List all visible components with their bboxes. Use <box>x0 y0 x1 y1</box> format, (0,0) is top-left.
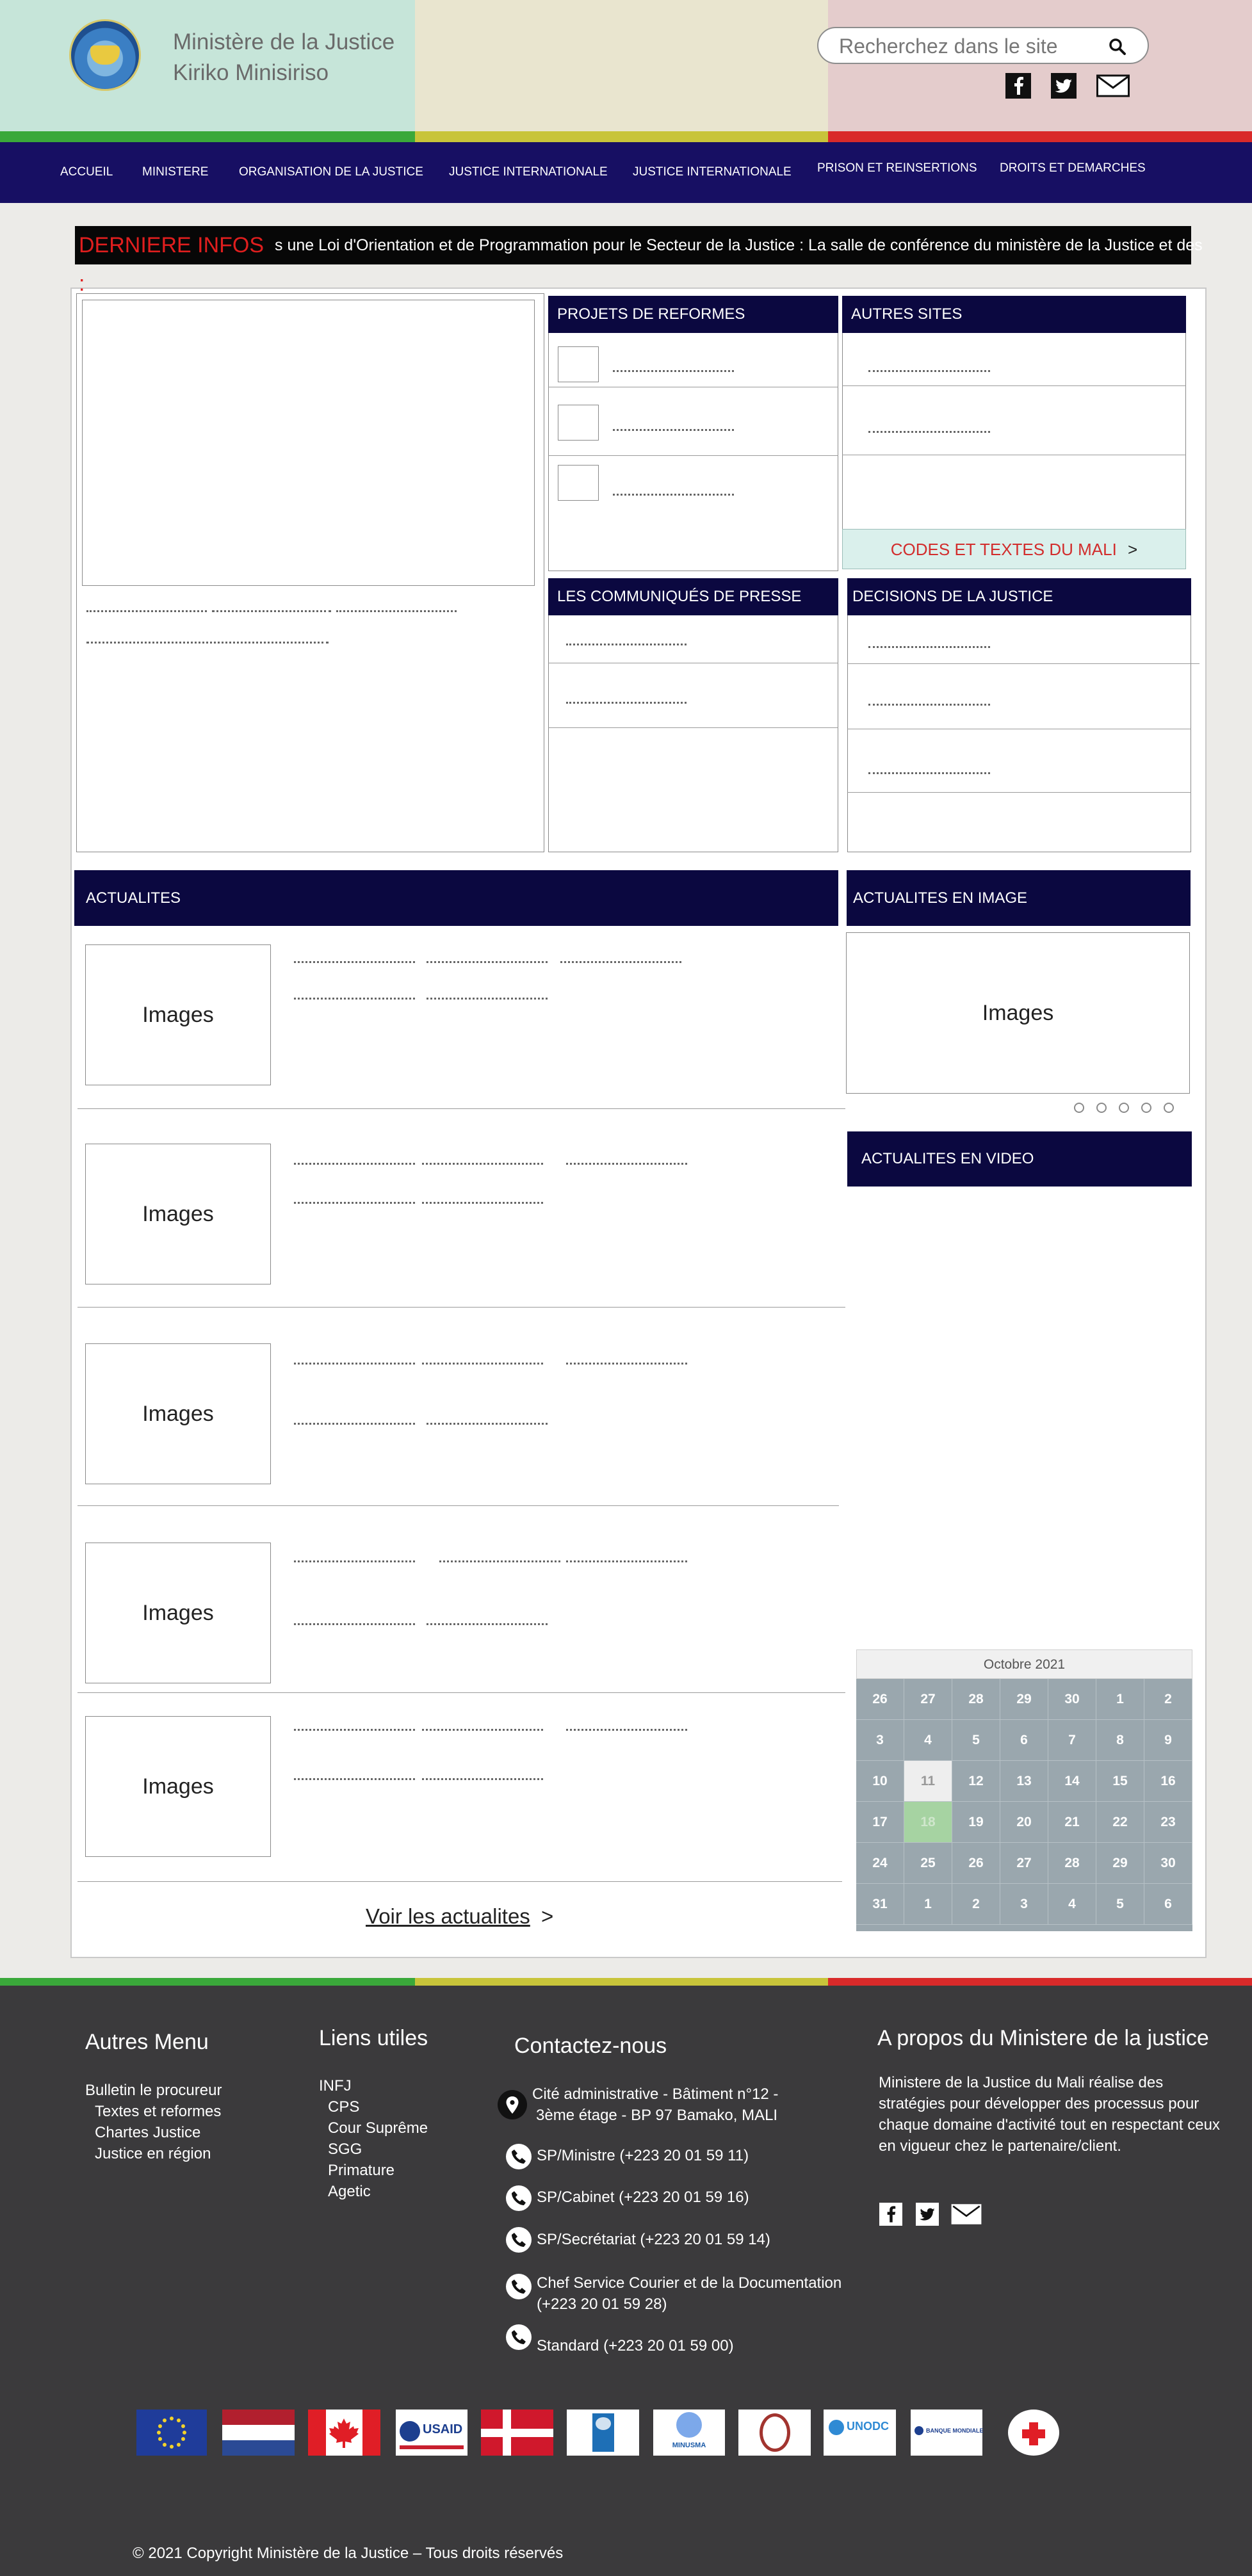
calendar-day[interactable]: 18 <box>904 1802 952 1843</box>
calendar-day[interactable]: 14 <box>1048 1761 1096 1802</box>
news-text-placeholder[interactable] <box>566 1729 687 1731</box>
calendar-day[interactable]: 29 <box>1096 1843 1144 1884</box>
news-text-placeholder[interactable] <box>560 961 681 963</box>
canada-flag[interactable] <box>308 2410 380 2456</box>
location-pin-icon <box>498 2089 527 2122</box>
communique-link-placeholder[interactable] <box>566 702 687 704</box>
featured-text-placeholder <box>212 610 331 612</box>
divider <box>548 455 838 456</box>
footer-address-line1: Cité administrative - Bâtiment n°12 - <box>532 2086 779 2103</box>
phone-icon <box>506 2227 532 2253</box>
news-text-placeholder[interactable] <box>294 1729 415 1731</box>
calendar-day[interactable]: 27 <box>1000 1843 1048 1884</box>
communique-link-placeholder[interactable] <box>566 644 687 645</box>
footer-lien[interactable]: SGG <box>328 2141 362 2158</box>
calendar-day[interactable]: 3 <box>1000 1884 1048 1925</box>
news-text-placeholder[interactable] <box>427 961 548 963</box>
footer-stripe-yellow <box>415 1978 828 1986</box>
carousel-dot[interactable] <box>1164 1103 1174 1113</box>
banque-mondiale-text: BANQUE MONDIALE <box>926 2427 984 2434</box>
divider <box>847 792 1191 793</box>
banque-mondiale-logo[interactable] <box>911 2410 982 2456</box>
footer-phone[interactable]: SP/Secrétariat (+223 20 01 59 14) <box>537 2231 770 2248</box>
news-text-placeholder[interactable] <box>294 998 415 1000</box>
facebook-icon[interactable] <box>879 2203 902 2226</box>
twitter-icon[interactable] <box>1051 73 1077 99</box>
main-nav <box>0 142 1252 203</box>
divider <box>842 385 1186 386</box>
flag-stripe-red <box>828 131 1252 142</box>
footer-lien[interactable]: CPS <box>328 2098 360 2116</box>
netherlands-flag[interactable] <box>222 2410 295 2456</box>
phone-icon <box>506 2185 532 2211</box>
twitter-icon[interactable] <box>915 2203 940 2226</box>
codes-textes-label: CODES ET TEXTES DU MALI <box>890 540 1117 559</box>
divider <box>77 1881 842 1882</box>
news-image[interactable] <box>85 1343 271 1484</box>
calendar-day[interactable]: 6 <box>1144 1884 1192 1925</box>
unodc-logo[interactable] <box>824 2410 896 2456</box>
voir-actualites-link[interactable] <box>366 1904 553 1929</box>
footer-address-line2: 3ème étage - BP 97 Bamako, MALI <box>536 2107 778 2124</box>
calendar-day[interactable]: 3 <box>856 1720 904 1761</box>
nav-item-justice-internationale-2[interactable]: JUSTICE INTERNATIONALE <box>633 165 792 179</box>
news-text-placeholder[interactable] <box>422 1778 543 1780</box>
phone-icon <box>506 2144 532 2169</box>
footer-phone[interactable]: SP/Ministre (+223 20 01 59 11) <box>537 2147 749 2164</box>
calendar-day[interactable]: 1 <box>1096 1679 1144 1720</box>
site-title-line1: Ministère de la Justice <box>173 29 395 54</box>
news-text-placeholder[interactable] <box>422 1729 543 1731</box>
denmark-flag[interactable] <box>481 2410 553 2456</box>
footer-lien[interactable]: Agetic <box>328 2183 371 2200</box>
footer-stripe-red <box>828 1978 1252 1986</box>
search-box <box>817 27 1149 64</box>
footer-contact-title: Contactez-nous <box>514 2034 667 2058</box>
footer-phone[interactable]: SP/Cabinet (+223 20 01 59 16) <box>537 2189 749 2206</box>
footer-menu-link[interactable]: Textes et reformes <box>95 2103 222 2120</box>
calendar-day[interactable]: 11 <box>904 1761 952 1802</box>
calendar-day[interactable]: 24 <box>856 1843 904 1884</box>
calendar-widget <box>856 1649 1192 1931</box>
eu-flag[interactable] <box>136 2410 207 2456</box>
site-link-placeholder[interactable] <box>868 431 990 433</box>
calendar-day[interactable]: 4 <box>1048 1884 1096 1925</box>
calendar-day[interactable]: 25 <box>904 1843 952 1884</box>
decisions-panel <box>847 578 1191 852</box>
calendar-day[interactable]: 10 <box>856 1761 904 1802</box>
gallery-image[interactable] <box>846 932 1190 1094</box>
footer-lien[interactable]: INFJ <box>319 2077 352 2094</box>
news-text-placeholder[interactable] <box>294 1623 415 1625</box>
footer-phone[interactable]: (+223 20 01 59 28) <box>537 2296 667 2313</box>
calendar-day[interactable]: 30 <box>1048 1679 1096 1720</box>
carousel-dot[interactable] <box>1119 1103 1129 1113</box>
news-text-placeholder[interactable] <box>566 1163 687 1165</box>
projet-thumbnail[interactable] <box>558 405 599 441</box>
projet-link-placeholder[interactable] <box>613 494 734 496</box>
news-text-placeholder[interactable] <box>294 961 415 963</box>
flag-stripe-green <box>0 131 415 142</box>
projet-link-placeholder[interactable] <box>613 370 734 372</box>
nav-item-droits[interactable]: DROITS ET DEMARCHES <box>1000 161 1146 175</box>
footer-about-text: Ministere de la Justice du Mali réalise des stratégies pour développer des processus pour chaque domaine d'activité tout en respectant ceux en vigueur chez le partenaire/client. <box>879 2074 1220 2155</box>
footer-menu-link[interactable]: Chartes Justice <box>95 2124 201 2141</box>
calendar-day[interactable]: 1 <box>904 1884 952 1925</box>
news-text-placeholder[interactable] <box>294 1363 415 1365</box>
calendar-day[interactable]: 26 <box>952 1843 1000 1884</box>
minusma-text: MINUSMA <box>672 2442 706 2449</box>
mail-icon[interactable] <box>950 2203 982 2226</box>
actualites-title: ACTUALITES <box>74 870 838 926</box>
news-image-label: Images <box>142 1401 214 1426</box>
news-text-placeholder[interactable] <box>422 1163 543 1165</box>
decision-link-placeholder[interactable] <box>868 704 990 706</box>
news-image-label: Images <box>142 1600 214 1625</box>
projets-title: PROJETS DE REFORMES <box>548 296 838 333</box>
carousel-dot[interactable] <box>1074 1103 1084 1113</box>
ticker-label: DERNIERE INFOS : <box>75 226 271 264</box>
usaid-logo[interactable] <box>396 2410 467 2456</box>
news-text-placeholder[interactable] <box>294 1163 415 1165</box>
calendar-day[interactable]: 22 <box>1096 1802 1144 1843</box>
phone-icon <box>506 2324 532 2350</box>
footer-liens-title: Liens utiles <box>319 2026 428 2050</box>
actualites-image-title: ACTUALITES EN IMAGE <box>847 870 1191 926</box>
calendar-day[interactable]: 17 <box>856 1802 904 1843</box>
divider <box>847 663 1199 664</box>
gallery-image-label: Images <box>982 1000 1054 1025</box>
footer-phone[interactable]: Chef Service Courier et de la Documentation <box>537 2274 842 2292</box>
news-image-label: Images <box>142 1002 214 1027</box>
footer-autres-menu-title: Autres Menu <box>85 2030 209 2054</box>
header-band-red <box>828 0 1252 131</box>
ticker-text[interactable]: s une Loi d'Orientation et de Programmation pour le Secteur de la Justice : La salle de conférence du ministère de la Justice et des <box>275 236 1203 254</box>
news-text-placeholder[interactable] <box>566 1560 687 1562</box>
phone-icon <box>506 2274 532 2299</box>
news-text-placeholder[interactable] <box>422 1363 543 1365</box>
news-text-placeholder[interactable] <box>427 1423 548 1425</box>
partner-emblem[interactable] <box>738 2410 811 2456</box>
divider <box>77 1108 845 1109</box>
news-text-placeholder[interactable] <box>427 1623 548 1625</box>
decision-link-placeholder[interactable] <box>868 646 990 648</box>
nav-item-prison[interactable]: PRISON ET REINSERTIONS <box>817 161 977 175</box>
unodc-text: UNODC <box>847 2420 889 2433</box>
calendar-day[interactable]: 2 <box>1144 1679 1192 1720</box>
calendar-day[interactable]: 5 <box>1096 1884 1144 1925</box>
news-image[interactable] <box>85 1543 271 1683</box>
projet-link-placeholder[interactable] <box>613 429 734 431</box>
footer-lien[interactable]: Primature <box>328 2162 395 2179</box>
red-cross-logo[interactable] <box>1007 2410 1061 2456</box>
communiques-panel <box>548 578 838 852</box>
calendar-day[interactable]: 6 <box>1000 1720 1048 1761</box>
calendar-day[interactable]: 29 <box>1000 1679 1048 1720</box>
actualites-video-title: ACTUALITES EN VIDEO <box>847 1131 1192 1187</box>
undp-logo[interactable] <box>567 2410 639 2456</box>
footer-menu-link[interactable]: Justice en région <box>95 2145 211 2162</box>
nav-item-ministere[interactable]: MINISTERE <box>142 165 209 179</box>
carousel-dot[interactable] <box>1096 1103 1107 1113</box>
news-image-label: Images <box>142 1774 214 1799</box>
decisions-title: DECISIONS DE LA JUSTICE <box>847 578 1191 615</box>
featured-text-placeholder <box>86 642 329 644</box>
featured-text-placeholder <box>336 610 457 612</box>
copyright-text: © 2021 Copyright Ministère de la Justice – Tous droits réservés <box>133 2545 564 2562</box>
calendar-day[interactable]: 4 <box>904 1720 952 1761</box>
footer-phone[interactable]: Standard (+223 20 01 59 00) <box>537 2337 734 2354</box>
news-text-placeholder[interactable] <box>294 1202 415 1204</box>
footer-about-title: A propos du Ministere de la justice <box>877 2026 1209 2050</box>
codes-textes-link[interactable] <box>842 529 1186 569</box>
calendar-day[interactable]: 19 <box>952 1802 1000 1843</box>
chevron-right-icon: > <box>541 1904 554 1928</box>
divider <box>77 1692 845 1693</box>
footer-menu-link[interactable]: Bulletin le procureur <box>85 2082 222 2099</box>
minusma-logo[interactable] <box>653 2410 725 2456</box>
calendar-day[interactable]: 20 <box>1000 1802 1048 1843</box>
calendar-day[interactable]: 27 <box>904 1679 952 1720</box>
nav-item-accueil[interactable]: ACCUEIL <box>60 165 113 179</box>
ministry-seal-logo[interactable] <box>69 19 141 91</box>
divider <box>77 1307 845 1308</box>
nav-item-organisation[interactable]: ORGANISATION DE LA JUSTICE <box>239 165 423 179</box>
news-image[interactable] <box>85 944 271 1085</box>
featured-image[interactable] <box>82 300 535 586</box>
communiques-title: LES COMMUNIQUÉS DE PRESSE <box>548 578 838 615</box>
autres-sites-title: AUTRES SITES <box>842 296 1186 333</box>
news-text-placeholder[interactable] <box>294 1560 415 1562</box>
voir-actualites-label: Voir les actualites <box>366 1904 530 1928</box>
calendar-day[interactable]: 23 <box>1144 1802 1192 1843</box>
calendar-day[interactable]: 12 <box>952 1761 1000 1802</box>
news-text-placeholder[interactable] <box>294 1423 415 1425</box>
projet-thumbnail[interactable] <box>558 465 599 501</box>
news-image[interactable] <box>85 1144 271 1284</box>
calendar-day[interactable]: 9 <box>1144 1720 1192 1761</box>
flag-stripe-yellow <box>415 131 828 142</box>
nav-item-justice-internationale[interactable]: JUSTICE INTERNATIONALE <box>449 165 608 179</box>
mail-icon[interactable] <box>1096 73 1130 99</box>
decision-link-placeholder[interactable] <box>868 772 990 774</box>
calendar-day[interactable]: 16 <box>1144 1761 1192 1802</box>
calendar-day[interactable]: 28 <box>1048 1843 1096 1884</box>
calendar-day[interactable]: 8 <box>1096 1720 1144 1761</box>
news-text-placeholder[interactable] <box>294 1778 415 1780</box>
divider <box>548 727 838 728</box>
calendar-day[interactable]: 30 <box>1144 1843 1192 1884</box>
divider <box>77 1505 839 1506</box>
footer-lien[interactable]: Cour Suprême <box>328 2119 428 2137</box>
news-text-placeholder[interactable] <box>439 1560 560 1562</box>
search-input[interactable] <box>838 33 1103 59</box>
calendar-day[interactable]: 5 <box>952 1720 1000 1761</box>
site-link-placeholder[interactable] <box>868 370 990 372</box>
featured-text-placeholder <box>86 610 207 612</box>
calendar-day[interactable]: 28 <box>952 1679 1000 1720</box>
news-text-placeholder[interactable] <box>566 1363 687 1365</box>
usaid-text: USAID <box>423 2422 463 2436</box>
calendar-month-title: Octobre 2021 <box>856 1649 1192 1679</box>
calendar-day[interactable]: 13 <box>1000 1761 1048 1802</box>
calendar-day[interactable]: 26 <box>856 1679 904 1720</box>
calendar-day[interactable]: 2 <box>952 1884 1000 1925</box>
news-image-label: Images <box>142 1201 214 1226</box>
news-text-placeholder[interactable] <box>427 998 548 1000</box>
site-title-line2: Kiriko Minisiriso <box>173 60 329 85</box>
news-text-placeholder[interactable] <box>422 1202 543 1204</box>
news-image[interactable] <box>85 1716 271 1857</box>
calendar-day[interactable]: 15 <box>1096 1761 1144 1802</box>
projet-thumbnail[interactable] <box>558 346 599 382</box>
facebook-icon[interactable] <box>1005 73 1031 99</box>
news-ticker <box>75 226 1203 296</box>
footer-stripe-green <box>0 1978 415 1986</box>
calendar-day[interactable]: 31 <box>856 1884 904 1925</box>
chevron-right-icon: > <box>1128 540 1138 559</box>
calendar-day[interactable]: 7 <box>1048 1720 1096 1761</box>
site-title <box>173 27 394 88</box>
carousel-dot[interactable] <box>1141 1103 1151 1113</box>
header-band-yellow <box>415 0 828 131</box>
calendar-day[interactable]: 21 <box>1048 1802 1096 1843</box>
search-icon[interactable] <box>1108 37 1127 56</box>
